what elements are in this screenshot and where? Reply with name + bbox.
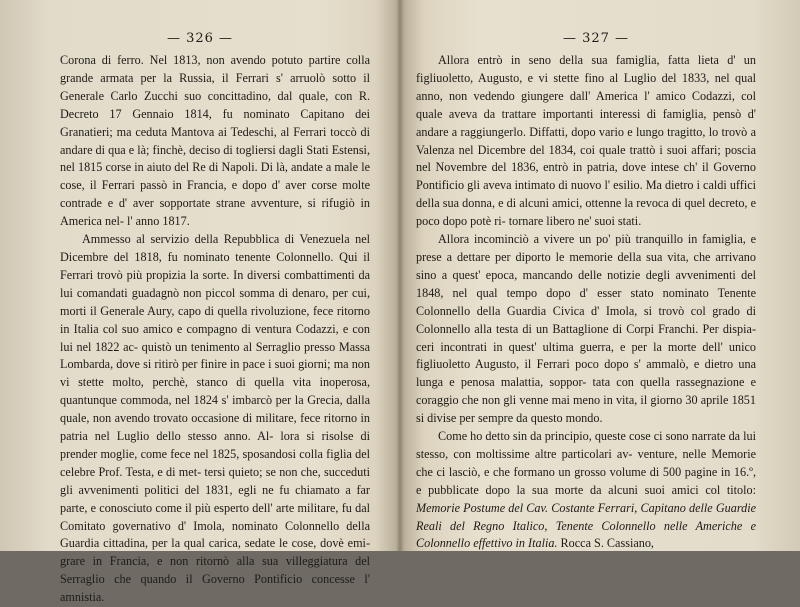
left-paragraph-2: Ammesso al servizio della Repubblica di Venezuela nel Dicembre del 1818, fu nominato tenente Colonnello. Qui il Ferrari trovò più propizia la sorte. In diversi combattimenti da lui comandati guadagnò non piccol somma di denaro, per cui, morti il Generale Aury, capo di quella rivoluzione, fece ritorno in Italia col suo amico e compagno di ventura Codazzi, e con lui nel 1822 ac- quistò un tenimento al Serraglio presso Massa Lombarda, dove si ritirò per finire in pace i suoi giorni; ma non vi stette molto, perchè, stanco di quella vita inoperosa, quantunque commoda, nel 1824 s' imbarcò per la Grecia, dalla quale, non avendo trovato occasione di militare, fece ritorno in patria nel Luglio dello stesso anno. Al- lora si risolse di prender moglie, come fece nel 1825, sposandosi colla figlia del celebre Prof. Testa, e di met- tersi quieto; se non che, succeduti gli avvenimenti politici del 1831, egli ne fu chiamato a far parte, e conosciuto come il più esperto dell' arte militare, fu dal Comitato governativo d' Imola, nominato Colonnello della Guardia cittadina, per la qual carica, sedate le cose, dovè emi- grare in Francia, e non ritornò alla sua villeggiatura del Serraglio che quando il Governo Pontificio concesse l' amnistia. <box>60 232 370 605</box>
left-page <box>0 0 398 605</box>
right-paragraph-3 <box>416 428 756 553</box>
right-paragraph-2: Allora incominciò a vivere un po' più tranquillo in famiglia, e prese a dettare per diporto le memorie della sua vita, che arrivano sino a quest' epoca, mancando delle notizie degli avvenimenti del 1848, nel qual tempo dopo d' esser stato nominato Tenente Colonnello della Guardia Civica d' Imola, si trovò col grado di Colonnello alla testa di un Battaglione di Corpi Franchi. Per dispia- ceri incontrati in quest' ultima guerra, e per la morte dell' unico figliuoletto Augusto, il Ferrari poco dopo s' ammalò, e dietro una lunga e penosa malattia, soppor- tata con quella rassegnazione e coraggio che non gli venne mai meno in vita, il giorno 30 aprile 1851 si divise per sempre da questo mondo. <box>416 232 756 426</box>
right-paragraph-3-text: Come ho detto sin da principio, queste cose ci sono narrate da lui stesso, con moltissime altre particolari av- venture, nelle Memorie che ci lasciò, e che formano un grosso volume di 500 pagine in 16.º, e pubblicate dopo la sua morte da alcuni suoi amici col titolo: <box>416 429 756 497</box>
right-paragraph-1: Allora entrò in seno della sua famiglia, fatta lieta d' un figliuoletto, Augusto, e vi stette fino al Luglio del 1833, nel qual anno, non vedendo giungere dall' America l' amico Codazzi, col quale aveva da trattare importanti interessi di famiglia, pensò d' andare a raggiungerlo. Diffatti, dopo vario e lungo tragitto, lo trovò a Valenza nel Dicembre del 1834, coi quale trattò i suoi affari; poscia nel Novembre del 1836, entrò in patria, dove intese ch' il Governo Pontificio gli aveva intimato di nuovo l' esilio. Ma dietro i caldi uffici della sua donna, e di alcuni amici, ottenne la revoca di quel decreto, e poco dopo potè ri- tornare libero ne' suoi stati. <box>416 53 756 229</box>
memoir-title: Memorie Postume del Cav. Costante Ferrari, Capitano delle Guardie Reali del Regno Italico, Tenente Colonnello nelle Americhe e Colonnello effettivo in Italia. <box>416 500 756 551</box>
right-page-body <box>416 52 756 553</box>
right-page <box>402 0 800 551</box>
left-paragraph-1: Corona di ferro. Nel 1813, non avendo potuto partire colla grande armata per la Russia, il Ferrari s' arruolò sotto il Generale Carlo Zucchi suo concittadino, dal quale, con R. Decreto 17 Gennaio 1814, fu nominato Capitano dei Granatieri; ma ceduta Mantova ai Tedeschi, al Ferrari toccò di andare di qua e là; finchè, deciso di togliersi dagli Stati Estensi, nel 1815 corse in aiuto del Re di Napoli. Di là, andate a male le cose, il Ferrari passò in Francia, e dopo d' aver corse molte contrade e d' aver sopportate strane avventure, si rifugiò in America nel- l' anno 1817. <box>60 53 370 229</box>
right-page-number: — 327 — <box>562 31 630 46</box>
right-paragraph-3-trailing: Rocca S. Cassiano, <box>557 536 654 551</box>
left-page-number: — 326 — <box>166 31 234 46</box>
left-page-body <box>60 52 370 607</box>
